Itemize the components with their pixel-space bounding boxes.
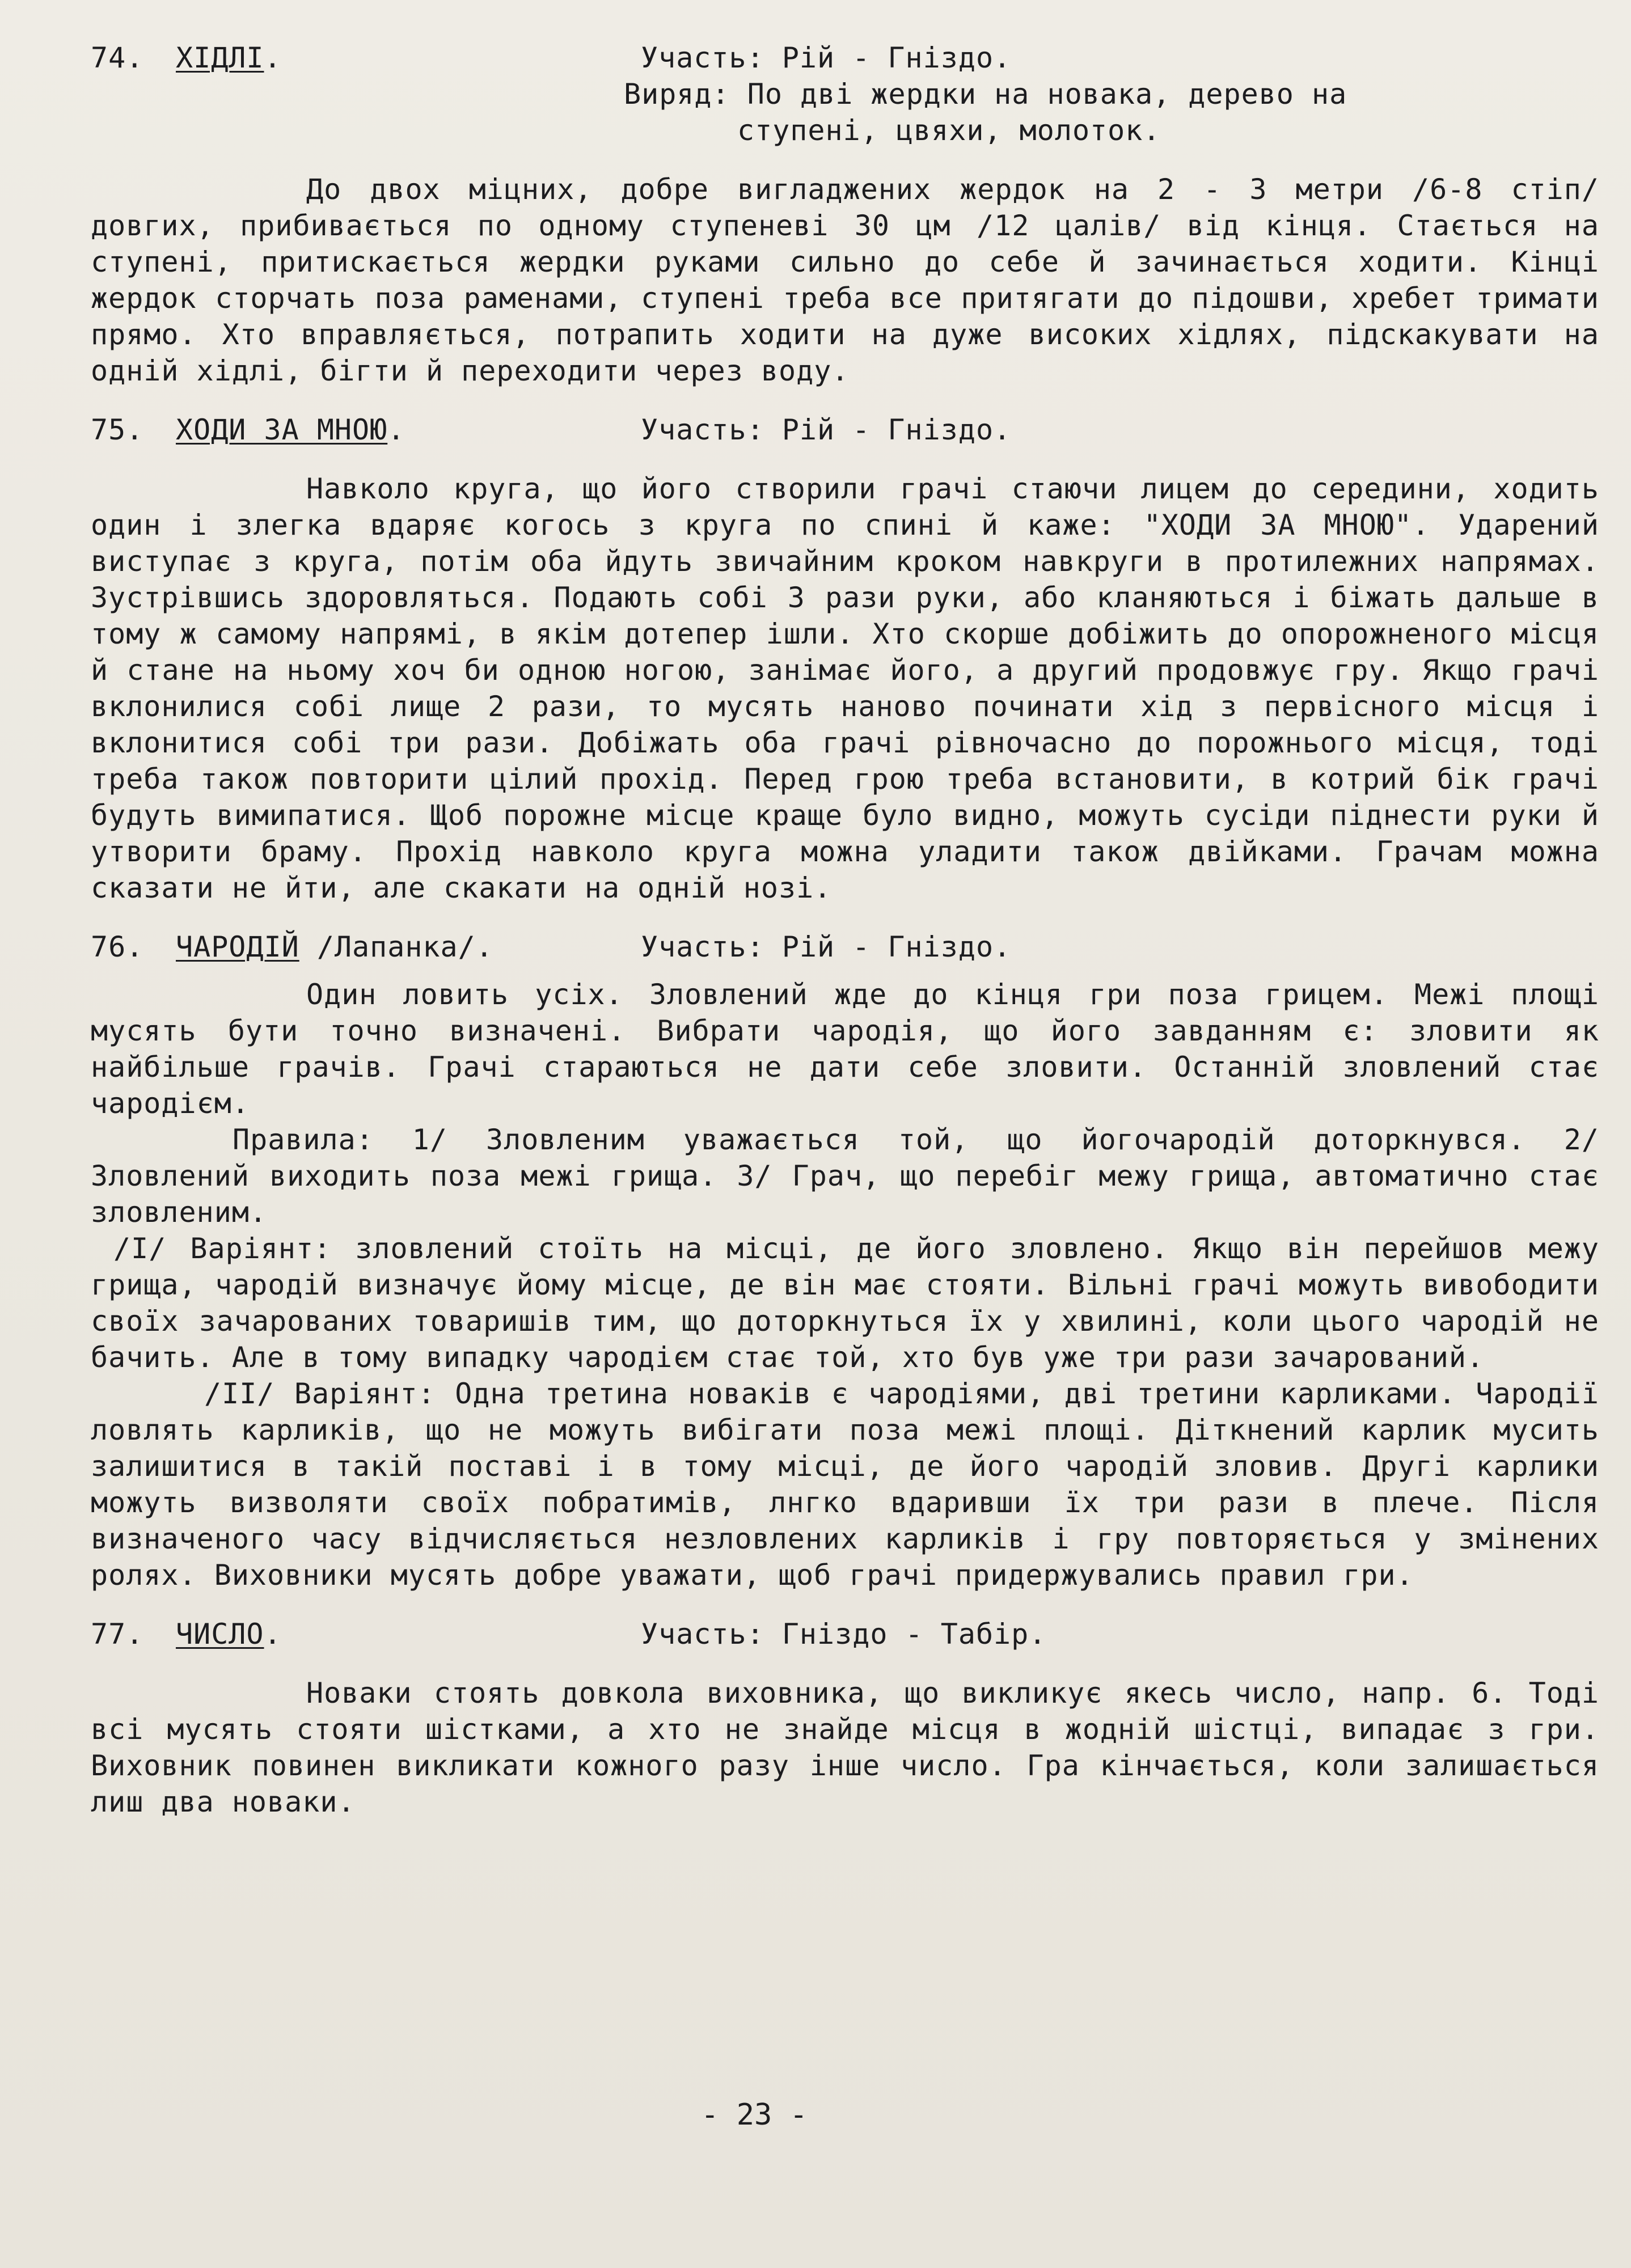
game-number: 77. (91, 1618, 144, 1651)
game-participants: Участь: Гніздо - Табір. (641, 1618, 1047, 1651)
game-header (91, 40, 1599, 76)
page-number: - 23 - (701, 2098, 808, 2132)
game-rules: Правила: 1/ Зловленим уважається той, що йогочародій доторкнувся. 2/ Зловлений виходить поза межі грища. 3/ Грач, що перебіг межу грища, автоматично стає зловленим. (91, 1123, 1599, 1229)
game-variant-2: /II/ Варіянт: Одна третина новаків є чародіями, дві третини карликами. Чародії ловлять карликів, що не можуть вибігати поза межі площі. Діткнений карлик мусить залишитися в такій поставі і в тому місці, де його чародій зловив. Другі карлики можуть визволяти своїх побратимів, лнгко вдаривши їх три рази в плече. Після визначеного часу відчисляється незловлених карликів і гру повторяється у змінених ролях. Виховники мусять добре уважати, щоб грачі придержувались правил гри. (91, 1377, 1599, 1592)
game-description: Навколо круга, що його створили грачі стаючи лицем до середини, ходить один і злегка вдаряє когось з круга по спині й каже: "ХОДИ ЗА МНОЮ". Ударений виступає з круга, потім оба йдуть звичайним кроком навкруги в протилежних напрямах. Зустрівшись здоровляться. Подають собі 3 рази руки, або кланяються і біжать дальше в тому ж самому напрямі, в якім дотепер ішли. Хто скорше добіжить до опорожненого місця й стане на ньому хоч би одною ногою, занімає його, а другий продовжує гру. Якщо грачі вклонилися собі лище 2 рази, то мусять наново починати хід з первісного місця і вклонитися собі три рази. Добіжать оба грачі рівночасно до порожнього місця, тоді треба також повторити цілий прохід. Перед грою треба встановити, в котрий бік грачі будуть вимипатися. Щоб порожне місце краще було видно, можуть сусіди піднести руки й утворити браму. Прохід навколо круга можна уладити також двійками. Грачам можна сказати не йти, але скакати на одній нозі. (91, 472, 1599, 904)
game-title: ЧАРОДІЙ (176, 930, 299, 963)
game-variant-1: /I/ Варіянт: зловлений стоїть на місці, де його зловлено. Якщо він перейшов межу грища, чародій визначує йому місце, де він має стояти. Вільні грачі можуть вивободити своїх зачарованих товаришів тим, що доторкнуться їх у хвилині, коли цього чародій не бачить. Але в тому випадку чародієм стає той, хто був уже три рази зачарований. (91, 1232, 1599, 1374)
game-76 (91, 929, 1599, 1593)
game-description: Новаки стоять довкола виховника, що викликує якесь число, напр. 6. Тоді всі мусять стояти шістками, а хто не знайде місця в жодній шістці, випадає з гри. Виховник повинен викликати кожного разу інше число. Гра кінчається, коли залишається лиш два новаки. (91, 1677, 1599, 1818)
game-number: 74. (91, 41, 144, 74)
game-title: ЧИСЛО (176, 1618, 264, 1651)
bleed-through-text (187, 2019, 1348, 2055)
game-title-suffix: . (387, 413, 405, 446)
game-header (91, 1616, 1599, 1652)
tools-line: Виряд: По дві жердки на новака, дерево на (624, 78, 1347, 111)
game-tools (91, 76, 1599, 149)
game-header (91, 929, 1599, 965)
game-header (91, 412, 1599, 448)
game-participants: Участь: Рій - Гніздо. (641, 41, 1012, 74)
game-title-suffix: . (264, 41, 282, 74)
game-number: 76. (91, 930, 144, 963)
game-number: 75. (91, 413, 144, 446)
game-description: Один ловить усіх. Зловлений жде до кінця гри поза грицем. Межі площі мусять бути точно визначені. Вибрати чародія, що його завданням є: зловити як найбільше грачів. Грачі стараються не дати себе зловити. Останній зловлений стає чародієм. (91, 978, 1599, 1120)
tools-line: ступені, цвяхи, молоток. (737, 114, 1161, 147)
game-75 (91, 412, 1599, 906)
page-content (91, 40, 1599, 1820)
game-77 (91, 1616, 1599, 1820)
game-participants: Участь: Рій - Гніздо. (641, 930, 1012, 963)
game-title: ХІДЛІ (176, 41, 264, 74)
game-title-suffix: /Лапанка/. (299, 930, 493, 963)
game-title: ХОДИ ЗА МНОЮ (176, 413, 388, 446)
game-description: До двох міцних, добре вигладжених жердок на 2 - 3 метри /6-8 стіп/ довгих, прибивається по одному ступеневі 30 цм /12 цалів/ від кінця. Стається на ступені, притискається жердки руками сильно до себе й зачинається ходити. Кінці жердок сторчать поза раменами, ступені треба все притягати до підошви, хребет тримати прямо. Хто вправляється, потрапить ходити на дуже високих хідлях, підскакувати на одній хідлі, бігти й переходити через воду. (91, 173, 1599, 387)
game-title-suffix: . (264, 1618, 282, 1651)
game-74 (91, 40, 1599, 389)
game-participants: Участь: Рій - Гніздо. (641, 413, 1012, 446)
